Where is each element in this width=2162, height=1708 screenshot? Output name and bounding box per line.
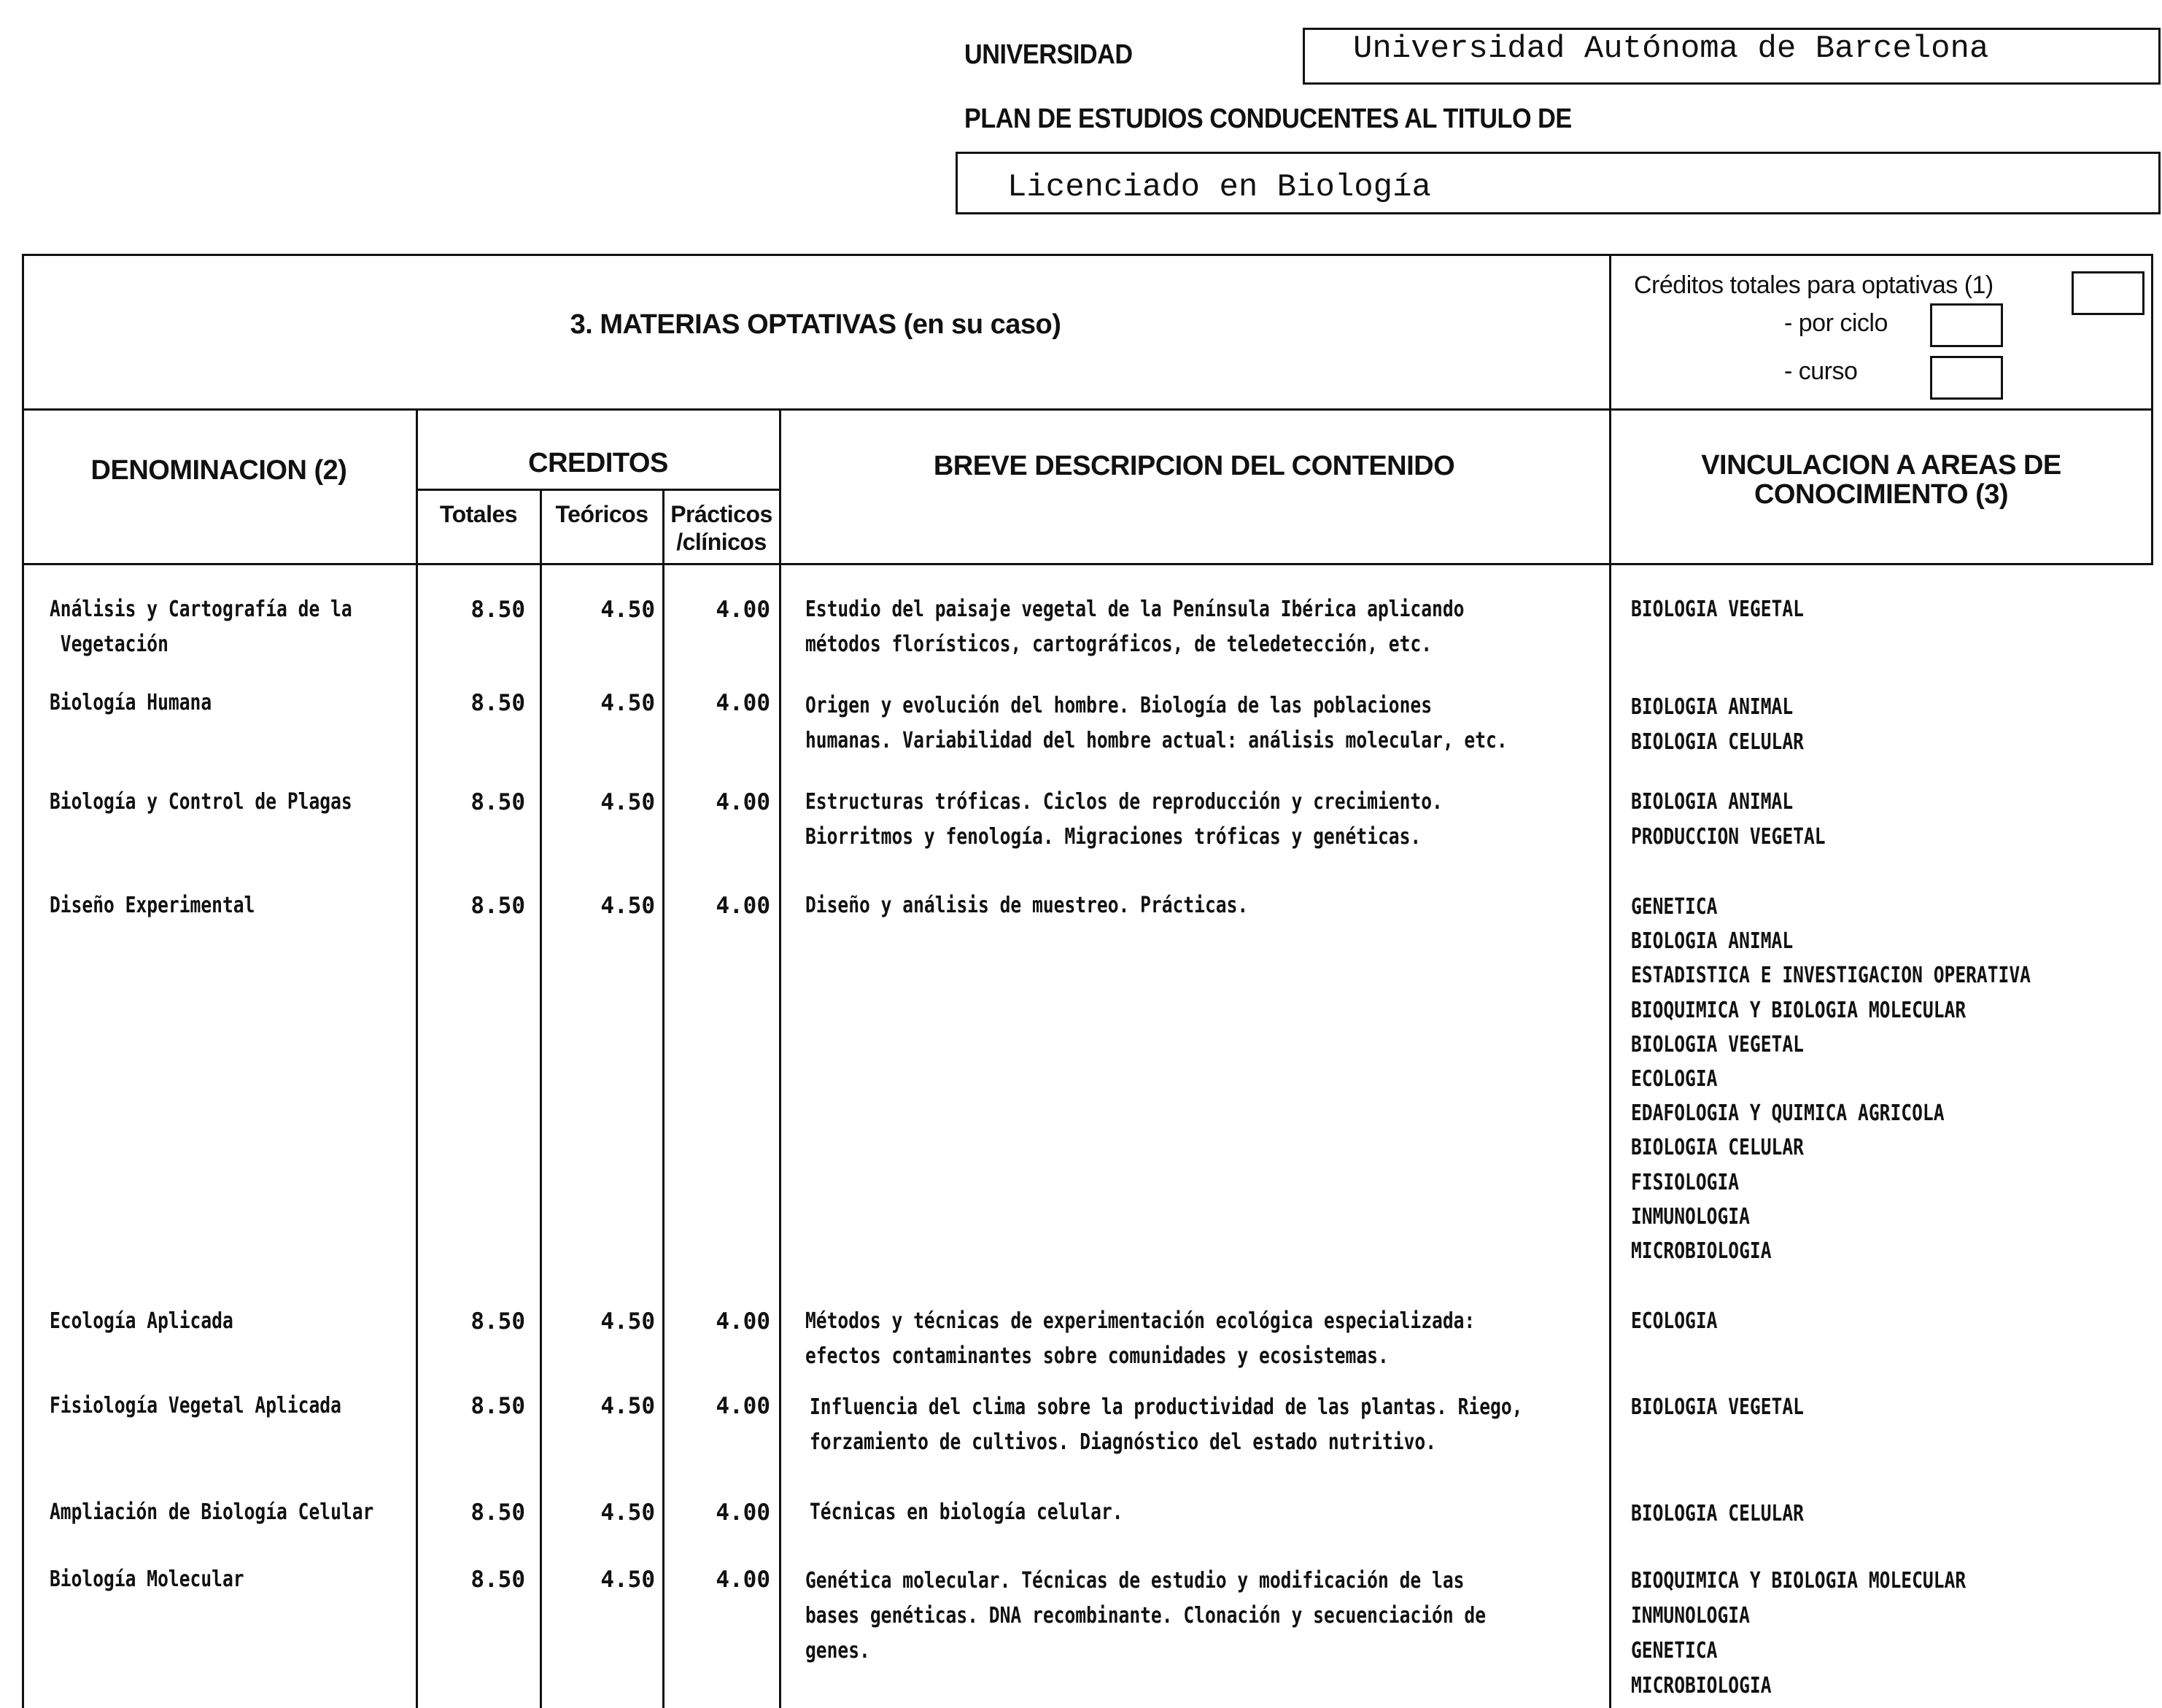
row-teoricos: 4.50 (600, 1308, 655, 1335)
universidad-field (1303, 28, 2161, 85)
row-descripcion: Genética molecular. Técnicas de estudio y modificación de las bases genéticas. DNA recombinante. Clonación y secuenciación de genes. (805, 1568, 1487, 1664)
row-descripcion: Origen y evolución del hombre. Biología de las poblaciones humanas. Variabilidad del hombre actual: análisis molecular, etc. (805, 693, 1508, 753)
section-title: 3. MATERIAS OPTATIVAS (en su caso) (570, 309, 1061, 340)
universidad-value: Universidad Autónoma de Barcelona (1353, 31, 1989, 67)
row-totales: 8.50 (470, 1393, 525, 1419)
row-descripcion: Métodos y técnicas de experimentación ecológica especializada: efectos contaminantes sobre comunidades y ecosistemas. (805, 1308, 1476, 1369)
row-totales: 8.50 (470, 893, 525, 919)
plan-label: PLAN DE ESTUDIOS CONDUCENTES AL TITULO DE (964, 104, 1572, 134)
row-practicos: 4.00 (716, 789, 770, 815)
col-totales: Totales (439, 501, 518, 527)
row-totales: 8.50 (470, 1499, 525, 1526)
creditos-totales-box[interactable] (2072, 271, 2144, 315)
row-teoricos: 4.50 (600, 789, 655, 815)
row-teoricos: 4.50 (600, 690, 655, 716)
row-denominacion: Diseño Experimental (50, 893, 255, 918)
row-totales: 8.50 (470, 690, 525, 716)
row-totales: 8.50 (470, 1308, 525, 1335)
titulo-value: Licenciado en Biología (1007, 169, 1431, 206)
row-denominacion: Ampliación de Biología Celular (50, 1499, 374, 1525)
row-totales: 8.50 (470, 789, 525, 815)
universidad-label: UNIVERSIDAD (964, 39, 1133, 70)
row-denominacion: Biología Humana (50, 690, 212, 715)
row-practicos: 4.00 (716, 1499, 770, 1526)
row-practicos: 4.00 (716, 1393, 770, 1419)
row-denominacion: Biología Molecular (50, 1567, 244, 1592)
row-practicos: 4.00 (716, 1308, 770, 1335)
row-totales: 8.50 (470, 1567, 525, 1593)
col-creditos: CREDITOS (528, 448, 668, 478)
titulo-field (956, 152, 2161, 214)
row-teoricos: 4.50 (600, 597, 655, 623)
curso-box[interactable] (1930, 356, 2003, 400)
row-descripcion: Técnicas en biología celular. (810, 1499, 1123, 1525)
row-teoricos: 4.50 (600, 1393, 655, 1419)
row-areas: BIOLOGIA CELULAR (1631, 1501, 1804, 1526)
row-areas: ECOLOGIA (1631, 1308, 1718, 1334)
por-ciclo-label: - por ciclo (1784, 309, 1888, 337)
row-teoricos: 4.50 (600, 893, 655, 919)
row-areas: GENETICA BIOLOGIA ANIMAL ESTADISTICA E INVESTIGACION OPERATIVA BIOQUIMICA Y BIOLOGIA MOLECULAR BIOLOGIA VEGETAL ECOLOGIA EDAFOLOGIA Y QUIMICA AGRICOLA BIOLOGIA CELULAR FISIOLOGIA INMUNOLOGIA MICROBIOLOGIA (1631, 894, 2031, 1265)
row-practicos: 4.00 (716, 690, 770, 716)
row-denominacion: Ecología Aplicada (50, 1308, 233, 1334)
col-practicos (664, 500, 779, 556)
row-teoricos: 4.50 (600, 1567, 655, 1593)
col-teoricos: Teóricos (555, 501, 648, 527)
col-descripcion: BREVE DESCRIPCION DEL CONTENIDO (933, 451, 1455, 481)
row-areas: BIOLOGIA ANIMAL BIOLOGIA CELULAR (1631, 694, 1804, 755)
row-areas: BIOLOGIA ANIMAL PRODUCCION VEGETAL (1631, 789, 1826, 850)
row-practicos: 4.00 (716, 597, 770, 623)
row-denominacion: Biología y Control de Plagas (50, 789, 352, 815)
row-descripcion: Diseño y análisis de muestreo. Prácticas. (805, 893, 1249, 918)
row-areas: BIOLOGIA VEGETAL (1631, 1394, 1804, 1420)
row-descripcion: Estudio del paisaje vegetal de la Península Ibérica aplicando métodos florísticos, cartográficos, de teledetección, etc. (805, 597, 1465, 657)
col-denominacion: DENOMINACION (2) (90, 455, 347, 486)
row-areas: BIOLOGIA VEGETAL (1631, 597, 1804, 622)
row-denominacion: Análisis y Cartografía de la Vegetación (50, 597, 352, 657)
col-vinculacion-line2: CONOCIMIENTO (3) (1754, 479, 2009, 510)
row-denominacion: Fisiología Vegetal Aplicada (50, 1393, 341, 1418)
row-descripcion: Influencia del clima sobre la productividad de las plantas. Riego, forzamiento de cultivos. Diagnóstico del estado nutritivo. (810, 1394, 1523, 1455)
curso-label: - curso (1784, 357, 1858, 385)
row-practicos: 4.00 (716, 1567, 770, 1593)
row-teoricos: 4.50 (600, 1499, 655, 1526)
col-practicos-line2: /clínicos (676, 529, 767, 555)
row-descripcion: Estructuras tróficas. Ciclos de reproducción y crecimiento. Biorritmos y fenología. Migraciones tróficas y genéticas. (805, 789, 1443, 850)
row-totales: 8.50 (470, 597, 525, 623)
creditos-totales-label: Créditos totales para optativas (1) (1634, 271, 1994, 299)
col-practicos-line1: Prácticos (670, 501, 772, 527)
row-practicos: 4.00 (716, 893, 770, 919)
col-vinculacion-line1: VINCULACION A AREAS DE (1701, 450, 2061, 481)
row-areas: BIOQUIMICA Y BIOLOGIA MOLECULAR INMUNOLOGIA GENETICA MICROBIOLOGIA (1631, 1568, 1967, 1699)
por-ciclo-box[interactable] (1930, 303, 2003, 347)
col-vinculacion (1609, 451, 2153, 509)
